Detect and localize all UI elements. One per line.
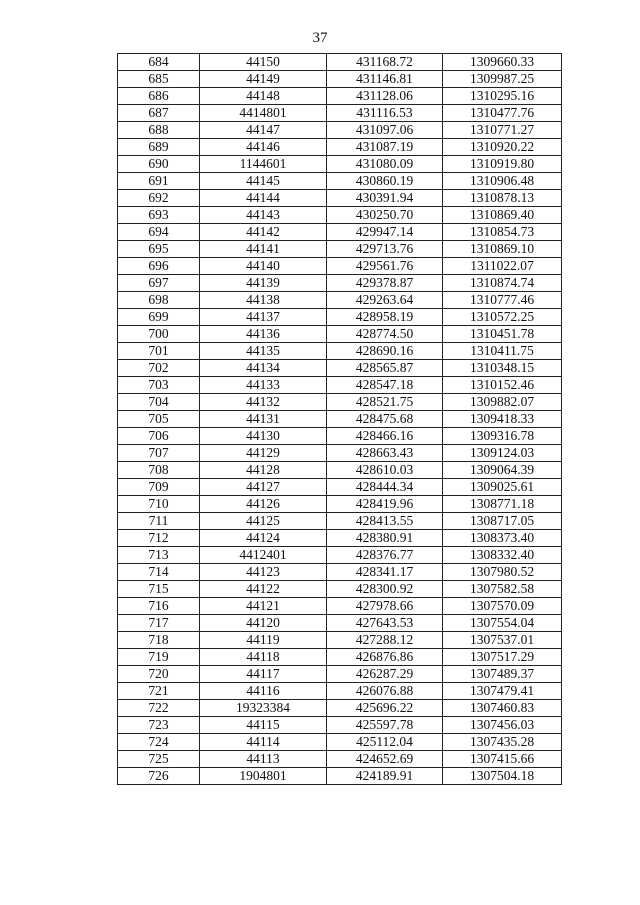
point-id-cell: 44146 <box>200 139 327 156</box>
row-index-cell: 711 <box>118 513 200 530</box>
y-coordinate-cell: 1310854.73 <box>443 224 562 241</box>
y-coordinate-cell: 1310869.10 <box>443 241 562 258</box>
x-coordinate-cell: 425597.78 <box>327 717 443 734</box>
point-id-cell: 44120 <box>200 615 327 632</box>
row-index-cell: 687 <box>118 105 200 122</box>
x-coordinate-cell: 428663.43 <box>327 445 443 462</box>
table-row <box>118 547 562 564</box>
table-row <box>118 428 562 445</box>
point-id-cell: 44147 <box>200 122 327 139</box>
y-coordinate-cell: 1310152.46 <box>443 377 562 394</box>
row-index-cell: 713 <box>118 547 200 564</box>
x-coordinate-cell: 428413.55 <box>327 513 443 530</box>
x-coordinate-cell: 430391.94 <box>327 190 443 207</box>
row-index-cell: 708 <box>118 462 200 479</box>
row-index-cell: 709 <box>118 479 200 496</box>
table-row <box>118 105 562 122</box>
row-index-cell: 725 <box>118 751 200 768</box>
point-id-cell: 1144601 <box>200 156 327 173</box>
row-index-cell: 723 <box>118 717 200 734</box>
point-id-cell: 44126 <box>200 496 327 513</box>
y-coordinate-cell: 1308373.40 <box>443 530 562 547</box>
table-row <box>118 496 562 513</box>
row-index-cell: 717 <box>118 615 200 632</box>
table-row <box>118 309 562 326</box>
row-index-cell: 718 <box>118 632 200 649</box>
point-id-cell: 44139 <box>200 275 327 292</box>
x-coordinate-cell: 428466.16 <box>327 428 443 445</box>
table-row <box>118 292 562 309</box>
table-row <box>118 768 562 785</box>
x-coordinate-cell: 428444.34 <box>327 479 443 496</box>
point-id-cell: 44118 <box>200 649 327 666</box>
table-row <box>118 683 562 700</box>
table-row <box>118 71 562 88</box>
row-index-cell: 722 <box>118 700 200 717</box>
row-index-cell: 704 <box>118 394 200 411</box>
table-row <box>118 513 562 530</box>
point-id-cell: 44131 <box>200 411 327 428</box>
x-coordinate-cell: 431116.53 <box>327 105 443 122</box>
x-coordinate-cell: 430250.70 <box>327 207 443 224</box>
point-id-cell: 44143 <box>200 207 327 224</box>
row-index-cell: 726 <box>118 768 200 785</box>
point-id-cell: 44116 <box>200 683 327 700</box>
row-index-cell: 724 <box>118 734 200 751</box>
x-coordinate-cell: 428341.17 <box>327 564 443 581</box>
y-coordinate-cell: 1307582.58 <box>443 581 562 598</box>
y-coordinate-cell: 1310295.16 <box>443 88 562 105</box>
table-row <box>118 377 562 394</box>
y-coordinate-cell: 1310348.15 <box>443 360 562 377</box>
row-index-cell: 712 <box>118 530 200 547</box>
point-id-cell: 44144 <box>200 190 327 207</box>
row-index-cell: 684 <box>118 54 200 71</box>
x-coordinate-cell: 428690.16 <box>327 343 443 360</box>
table-row <box>118 207 562 224</box>
row-index-cell: 715 <box>118 581 200 598</box>
row-index-cell: 710 <box>118 496 200 513</box>
table-row <box>118 343 562 360</box>
point-id-cell: 44150 <box>200 54 327 71</box>
y-coordinate-cell: 1311022.07 <box>443 258 562 275</box>
row-index-cell: 693 <box>118 207 200 224</box>
row-index-cell: 700 <box>118 326 200 343</box>
x-coordinate-cell: 424652.69 <box>327 751 443 768</box>
table-row <box>118 581 562 598</box>
point-id-cell: 1904801 <box>200 768 327 785</box>
point-id-cell: 44115 <box>200 717 327 734</box>
y-coordinate-cell: 1307460.83 <box>443 700 562 717</box>
y-coordinate-cell: 1307504.18 <box>443 768 562 785</box>
x-coordinate-cell: 427643.53 <box>327 615 443 632</box>
table-row <box>118 598 562 615</box>
y-coordinate-cell: 1307554.04 <box>443 615 562 632</box>
row-index-cell: 689 <box>118 139 200 156</box>
y-coordinate-cell: 1310777.46 <box>443 292 562 309</box>
x-coordinate-cell: 431128.06 <box>327 88 443 105</box>
y-coordinate-cell: 1309660.33 <box>443 54 562 71</box>
table-row <box>118 700 562 717</box>
row-index-cell: 720 <box>118 666 200 683</box>
x-coordinate-cell: 426076.88 <box>327 683 443 700</box>
point-id-cell: 44129 <box>200 445 327 462</box>
point-id-cell: 44117 <box>200 666 327 683</box>
point-id-cell: 44114 <box>200 734 327 751</box>
x-coordinate-cell: 428380.91 <box>327 530 443 547</box>
y-coordinate-cell: 1310411.75 <box>443 343 562 360</box>
point-id-cell: 44149 <box>200 71 327 88</box>
x-coordinate-cell: 429561.76 <box>327 258 443 275</box>
row-index-cell: 703 <box>118 377 200 394</box>
table-row <box>118 241 562 258</box>
y-coordinate-cell: 1308332.40 <box>443 547 562 564</box>
y-coordinate-cell: 1308771.18 <box>443 496 562 513</box>
row-index-cell: 716 <box>118 598 200 615</box>
x-coordinate-cell: 427978.66 <box>327 598 443 615</box>
x-coordinate-cell: 431146.81 <box>327 71 443 88</box>
row-index-cell: 714 <box>118 564 200 581</box>
x-coordinate-cell: 428610.03 <box>327 462 443 479</box>
table-row <box>118 717 562 734</box>
point-id-cell: 44119 <box>200 632 327 649</box>
table-row <box>118 173 562 190</box>
x-coordinate-cell: 429378.87 <box>327 275 443 292</box>
y-coordinate-cell: 1307980.52 <box>443 564 562 581</box>
table-row <box>118 139 562 156</box>
row-index-cell: 692 <box>118 190 200 207</box>
point-id-cell: 44128 <box>200 462 327 479</box>
y-coordinate-cell: 1310477.76 <box>443 105 562 122</box>
y-coordinate-cell: 1307517.29 <box>443 649 562 666</box>
point-id-cell: 44113 <box>200 751 327 768</box>
y-coordinate-cell: 1310869.40 <box>443 207 562 224</box>
x-coordinate-cell: 426287.29 <box>327 666 443 683</box>
y-coordinate-cell: 1307537.01 <box>443 632 562 649</box>
point-id-cell: 4414801 <box>200 105 327 122</box>
x-coordinate-cell: 428475.68 <box>327 411 443 428</box>
row-index-cell: 707 <box>118 445 200 462</box>
table-row <box>118 156 562 173</box>
point-id-cell: 44141 <box>200 241 327 258</box>
x-coordinate-cell: 428547.18 <box>327 377 443 394</box>
point-id-cell: 44133 <box>200 377 327 394</box>
table-row <box>118 190 562 207</box>
point-id-cell: 4412401 <box>200 547 327 564</box>
point-id-cell: 44145 <box>200 173 327 190</box>
point-id-cell: 19323384 <box>200 700 327 717</box>
row-index-cell: 701 <box>118 343 200 360</box>
x-coordinate-cell: 428958.19 <box>327 309 443 326</box>
row-index-cell: 705 <box>118 411 200 428</box>
x-coordinate-cell: 428419.96 <box>327 496 443 513</box>
x-coordinate-cell: 428376.77 <box>327 547 443 564</box>
row-index-cell: 721 <box>118 683 200 700</box>
y-coordinate-cell: 1309124.03 <box>443 445 562 462</box>
x-coordinate-cell: 431097.06 <box>327 122 443 139</box>
x-coordinate-cell: 428300.92 <box>327 581 443 598</box>
point-id-cell: 44125 <box>200 513 327 530</box>
x-coordinate-cell: 431168.72 <box>327 54 443 71</box>
table-row <box>118 360 562 377</box>
x-coordinate-cell: 427288.12 <box>327 632 443 649</box>
point-id-cell: 44140 <box>200 258 327 275</box>
table-row <box>118 632 562 649</box>
y-coordinate-cell: 1310451.78 <box>443 326 562 343</box>
point-id-cell: 44132 <box>200 394 327 411</box>
table-row <box>118 326 562 343</box>
x-coordinate-cell: 425696.22 <box>327 700 443 717</box>
y-coordinate-cell: 1310920.22 <box>443 139 562 156</box>
y-coordinate-cell: 1310874.74 <box>443 275 562 292</box>
point-id-cell: 44122 <box>200 581 327 598</box>
point-id-cell: 44134 <box>200 360 327 377</box>
y-coordinate-cell: 1310572.25 <box>443 309 562 326</box>
row-index-cell: 691 <box>118 173 200 190</box>
table-row <box>118 462 562 479</box>
row-index-cell: 695 <box>118 241 200 258</box>
x-coordinate-cell: 429947.14 <box>327 224 443 241</box>
point-id-cell: 44137 <box>200 309 327 326</box>
x-coordinate-cell: 429713.76 <box>327 241 443 258</box>
row-index-cell: 690 <box>118 156 200 173</box>
x-coordinate-cell: 425112.04 <box>327 734 443 751</box>
table-row <box>118 54 562 71</box>
row-index-cell: 696 <box>118 258 200 275</box>
y-coordinate-cell: 1307435.28 <box>443 734 562 751</box>
y-coordinate-cell: 1307570.09 <box>443 598 562 615</box>
x-coordinate-cell: 424189.91 <box>327 768 443 785</box>
table-row <box>118 666 562 683</box>
x-coordinate-cell: 428521.75 <box>327 394 443 411</box>
table-row <box>118 734 562 751</box>
y-coordinate-cell: 1309882.07 <box>443 394 562 411</box>
coordinates-table <box>117 53 562 785</box>
row-index-cell: 694 <box>118 224 200 241</box>
table-row <box>118 649 562 666</box>
x-coordinate-cell: 430860.19 <box>327 173 443 190</box>
table-row <box>118 258 562 275</box>
y-coordinate-cell: 1309987.25 <box>443 71 562 88</box>
table-row <box>118 479 562 496</box>
table-row <box>118 411 562 428</box>
point-id-cell: 44121 <box>200 598 327 615</box>
y-coordinate-cell: 1309418.33 <box>443 411 562 428</box>
y-coordinate-cell: 1307489.37 <box>443 666 562 683</box>
page-number: 37 <box>312 30 328 46</box>
y-coordinate-cell: 1307456.03 <box>443 717 562 734</box>
row-index-cell: 719 <box>118 649 200 666</box>
table-row <box>118 564 562 581</box>
x-coordinate-cell: 428565.87 <box>327 360 443 377</box>
point-id-cell: 44138 <box>200 292 327 309</box>
table-row <box>118 615 562 632</box>
y-coordinate-cell: 1310878.13 <box>443 190 562 207</box>
x-coordinate-cell: 428774.50 <box>327 326 443 343</box>
y-coordinate-cell: 1308717.05 <box>443 513 562 530</box>
row-index-cell: 686 <box>118 88 200 105</box>
table-row <box>118 224 562 241</box>
table-body <box>118 54 562 785</box>
point-id-cell: 44130 <box>200 428 327 445</box>
row-index-cell: 702 <box>118 360 200 377</box>
y-coordinate-cell: 1309316.78 <box>443 428 562 445</box>
table-row <box>118 445 562 462</box>
row-index-cell: 697 <box>118 275 200 292</box>
point-id-cell: 44127 <box>200 479 327 496</box>
table-row <box>118 122 562 139</box>
y-coordinate-cell: 1310771.27 <box>443 122 562 139</box>
y-coordinate-cell: 1310906.48 <box>443 173 562 190</box>
point-id-cell: 44124 <box>200 530 327 547</box>
point-id-cell: 44135 <box>200 343 327 360</box>
x-coordinate-cell: 426876.86 <box>327 649 443 666</box>
point-id-cell: 44123 <box>200 564 327 581</box>
point-id-cell: 44148 <box>200 88 327 105</box>
point-id-cell: 44142 <box>200 224 327 241</box>
row-index-cell: 699 <box>118 309 200 326</box>
y-coordinate-cell: 1309064.39 <box>443 462 562 479</box>
table-row <box>118 88 562 105</box>
point-id-cell: 44136 <box>200 326 327 343</box>
row-index-cell: 688 <box>118 122 200 139</box>
table-row <box>118 530 562 547</box>
y-coordinate-cell: 1307479.41 <box>443 683 562 700</box>
row-index-cell: 685 <box>118 71 200 88</box>
y-coordinate-cell: 1307415.66 <box>443 751 562 768</box>
x-coordinate-cell: 431080.09 <box>327 156 443 173</box>
y-coordinate-cell: 1310919.80 <box>443 156 562 173</box>
row-index-cell: 698 <box>118 292 200 309</box>
table-row <box>118 275 562 292</box>
table-row <box>118 394 562 411</box>
table-row <box>118 751 562 768</box>
y-coordinate-cell: 1309025.61 <box>443 479 562 496</box>
row-index-cell: 706 <box>118 428 200 445</box>
x-coordinate-cell: 431087.19 <box>327 139 443 156</box>
x-coordinate-cell: 429263.64 <box>327 292 443 309</box>
